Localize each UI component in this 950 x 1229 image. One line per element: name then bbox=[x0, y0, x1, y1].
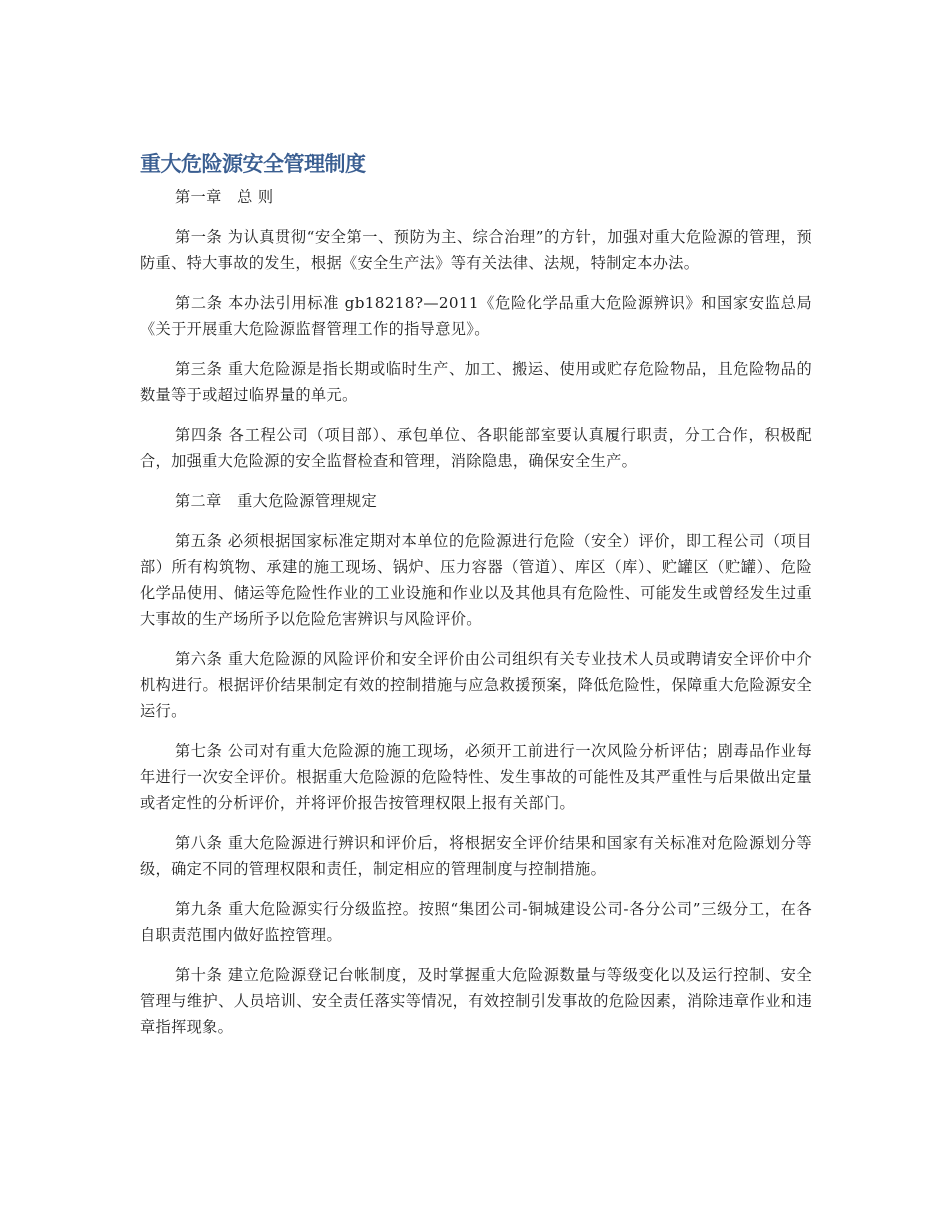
article-paragraph: 第一条 为认真贯彻“安全第一、预防为主、综合治理”的方针，加强对重大危险源的管理，预防重、特大事故的发生，根据《安全生产法》等有关法律、法规，特制定本办法。 bbox=[140, 228, 812, 272]
article-paragraph: 第六条 重大危险源的风险评价和安全评价由公司组织有关专业技术人员或聘请安全评价中介机构进行。根据评价结果制定有效的控制措施与应急救援预案，降低危险性，保障重大危险源安全运行。 bbox=[140, 650, 812, 720]
chapter-heading: 第二章 重大危险源管理规定 bbox=[175, 492, 377, 510]
chapter-heading: 第一章 总 则 bbox=[175, 188, 274, 206]
article-paragraph: 第七条 公司对有重大危险源的施工现场，必须开工前进行一次风险分析评估；剧毒品作业每年进行一次安全评价。根据重大危险源的危险特性、发生事故的可能性及其严重性与后果做出定量或者定性的分析评价，并将评价报告按管理权限上报有关部门。 bbox=[140, 742, 812, 812]
article-paragraph: 第三条 重大危险源是指长期或临时生产、加工、搬运、使用或贮存危险物品，且危险物品的数量等于或超过临界量的单元。 bbox=[140, 360, 812, 404]
article-paragraph: 第十条 建立危险源登记台帐制度，及时掌握重大危险源数量与等级变化以及运行控制、安全管理与维护、人员培训、安全责任落实等情况，有效控制引发事故的危险因素，消除违章作业和违章指挥现象。 bbox=[140, 966, 812, 1036]
document-page bbox=[140, 148, 812, 1054]
article-paragraph: 第九条 重大危险源实行分级监控。按照“集团公司-铜城建设公司-各分公司”三级分工，在各自职责范围内做好监控管理。 bbox=[140, 900, 812, 944]
article-paragraph: 第四条 各工程公司（项目部）、承包单位、各职能部室要认真履行职责，分工合作，积极配合，加强重大危险源的安全监督检查和管理，消除隐患，确保安全生产。 bbox=[140, 426, 812, 470]
article-paragraph: 第五条 必须根据国家标准定期对本单位的危险源进行危险（安全）评价，即工程公司（项目部）所有构筑物、承建的施工现场、锅炉、压力容器（管道）、库区（库）、贮罐区（贮罐）、危险化学品使用、储运等危险性作业的工业设施和作业以及其他具有危险性、可能发生或曾经发生过重大事故的生产场所予以危险危害辨识与风险评价。 bbox=[140, 532, 812, 628]
document-title: 重大危险源安全管理制度 bbox=[140, 152, 366, 176]
article-paragraph: 第八条 重大危险源进行辨识和评价后，将根据安全评价结果和国家有关标准对危险源划分等级，确定不同的管理权限和责任，制定相应的管理制度与控制措施。 bbox=[140, 834, 812, 878]
article-paragraph: 第二条 本办法引用标准 gb18218?—2011《危险化学品重大危险源辨识》和国家安监总局《关于开展重大危险源监督管理工作的指导意见》。 bbox=[140, 294, 812, 338]
